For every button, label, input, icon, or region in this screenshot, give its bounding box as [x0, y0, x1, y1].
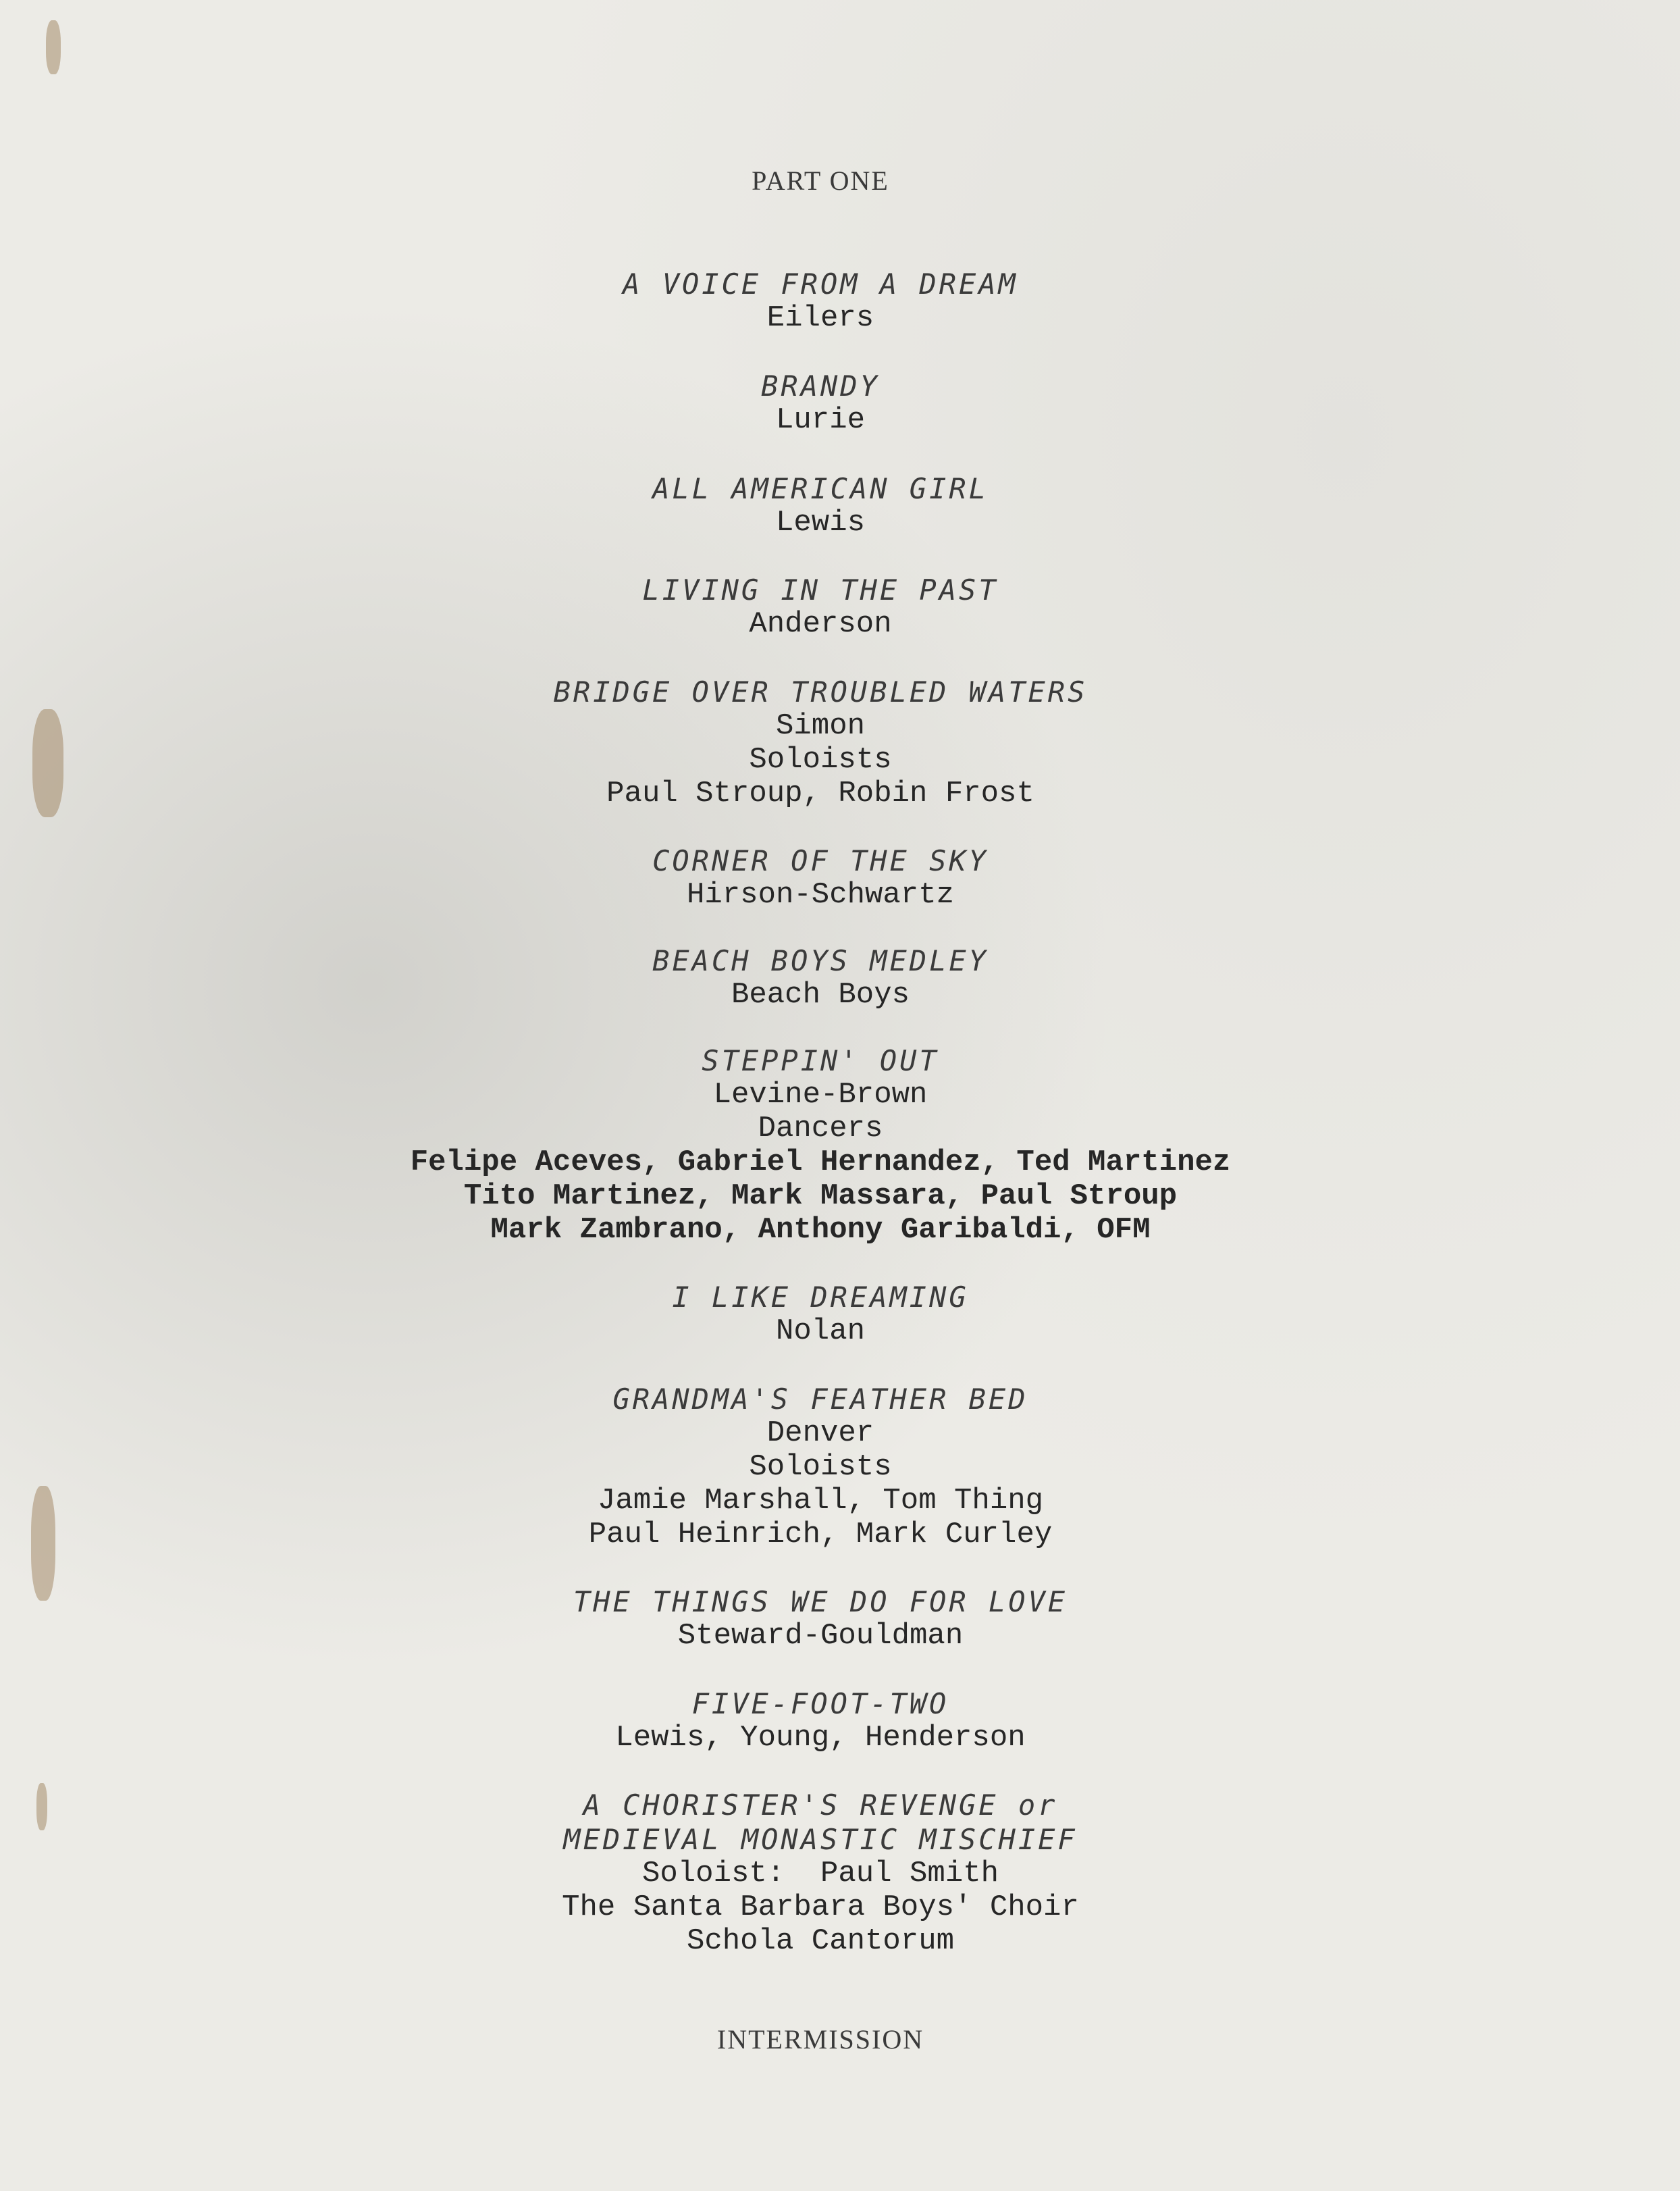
program-item	[0, 369, 1641, 437]
song-title: STEPPIN' OUT	[702, 1044, 939, 1077]
program-item	[0, 844, 1641, 912]
program-item	[0, 1382, 1641, 1551]
composer: Lurie	[775, 403, 866, 437]
song-title: A CHORISTER'S REVENGE or	[583, 1788, 1058, 1822]
performers: Schola Cantorum	[686, 1924, 955, 1958]
song-title: FIVE-FOOT-TWO	[691, 1687, 949, 1720]
performers-label: Soloists	[749, 743, 892, 777]
performers: The Santa Barbara Boys' Choir	[562, 1890, 1079, 1924]
composer: Hirson-Schwartz	[686, 878, 955, 912]
soloist: Soloist: Paul Smith	[641, 1857, 999, 1890]
composer: Simon	[775, 709, 866, 743]
song-title: A VOICE FROM A DREAM	[623, 267, 1018, 301]
intermission-label: INTERMISSION	[716, 2024, 924, 2055]
composer: Denver	[766, 1416, 874, 1450]
program-item	[0, 1686, 1641, 1755]
composer: Levine-Brown	[713, 1078, 928, 1112]
program-item	[0, 944, 1641, 1012]
program-item	[0, 1043, 1641, 1247]
composer: Anderson	[749, 607, 892, 641]
song-title: GRANDMA'S FEATHER BED	[612, 1383, 1028, 1416]
performers: Felipe Aceves, Gabriel Hernandez, Ted Martinez	[410, 1145, 1231, 1179]
performers-label: Soloists	[749, 1450, 892, 1484]
composer: Lewis	[775, 506, 866, 540]
program-item	[0, 267, 1641, 335]
performers: Tito Martinez, Mark Massara, Paul Stroup	[463, 1179, 1178, 1213]
song-title: I LIKE DREAMING	[672, 1281, 969, 1314]
performers: Jamie Marshall, Tom Thing	[597, 1484, 1044, 1518]
composer: Steward-Gouldman	[677, 1619, 964, 1653]
song-title: MEDIEVAL MONASTIC MISCHIEF	[563, 1823, 1078, 1856]
song-title: BRANDY	[761, 369, 880, 403]
song-title: THE THINGS WE DO FOR LOVE	[573, 1585, 1068, 1618]
program-item	[0, 471, 1641, 540]
composer: Nolan	[775, 1314, 866, 1348]
program-item	[0, 1280, 1641, 1348]
program-item	[0, 1788, 1641, 1958]
part-heading: PART ONE	[752, 165, 889, 196]
song-title: BRIDGE OVER TROUBLED WATERS	[553, 675, 1088, 708]
program-item	[0, 675, 1641, 810]
performers-label: Dancers	[758, 1112, 883, 1145]
performers: Paul Heinrich, Mark Curley	[588, 1518, 1053, 1551]
song-title: ALL AMERICAN GIRL	[652, 472, 989, 505]
composer: Beach Boys	[731, 978, 910, 1012]
performers: Mark Zambrano, Anthony Garibaldi, OFM	[490, 1213, 1151, 1247]
program-item	[0, 573, 1641, 641]
performers: Paul Stroup, Robin Frost	[606, 777, 1034, 810]
program-item	[0, 1584, 1641, 1653]
composer: Lewis, Young, Henderson	[615, 1721, 1026, 1755]
composer: Eilers	[766, 301, 874, 335]
song-title: BEACH BOYS MEDLEY	[652, 944, 989, 977]
song-title: LIVING IN THE PAST	[642, 573, 999, 607]
song-title: CORNER OF THE SKY	[652, 844, 989, 877]
